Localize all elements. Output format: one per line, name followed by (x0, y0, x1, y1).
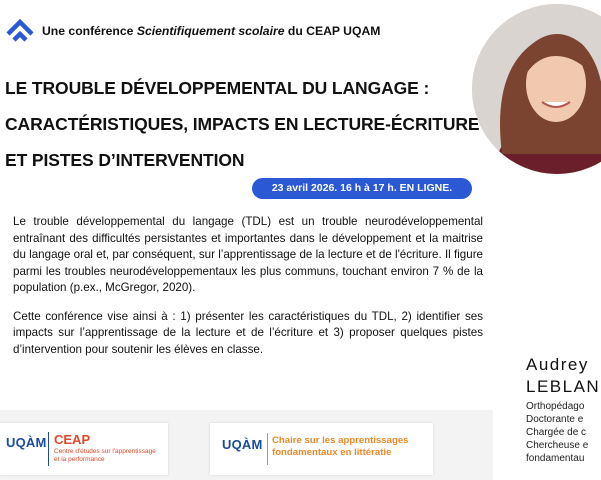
title-line-1: LE TROUBLE DÉVELOPPEMENTAL DU LANGAGE : (5, 78, 430, 98)
speaker-portrait-icon (472, 4, 601, 174)
logo-divider (267, 433, 268, 465)
ceap-chevron-logo-icon (6, 18, 34, 44)
title-line-2: CARACTÉRISTIQUES, IMPACTS EN LECTURE-ÉCRITURE (5, 114, 480, 134)
logo-divider (48, 432, 49, 466)
ceap-subtitle-line-1: Centre d'études sur l'apprentissage (54, 448, 156, 455)
speaker-role-3: Chargée de c (526, 427, 587, 438)
series-name: Scientifiquement scolaire (136, 24, 285, 38)
chaire-name (272, 435, 409, 459)
speaker-roles (526, 400, 588, 465)
date-badge: 23 avril 2026. 16 h à 17 h. EN LIGNE. (252, 178, 472, 199)
speaker-photo (472, 4, 601, 174)
speaker-role-5: fondamentau (526, 453, 585, 464)
ceap-wordmark: CEAP (54, 432, 91, 447)
speaker-first-name: Audrey (526, 355, 589, 374)
header-prefix: Une conférence (42, 24, 137, 38)
series-header (42, 24, 380, 38)
ceap-logo (0, 423, 168, 475)
speaker-role-4: Chercheuse e (526, 440, 589, 451)
ceap-subtitle-line-2: et la performance (54, 456, 105, 463)
chaire-logo (210, 423, 433, 475)
description-paragraph-2: Cette conférence vise ainsi à : 1) présenter les caractéristiques du TDL, 2) identifier ses impacts sur l’apprentissage de la lecture et de l’écriture et 3) proposer quelques pistes d’intervention pour soutenir les élèves en classe. (13, 309, 483, 356)
description (13, 214, 483, 370)
ceap-subtitle (54, 448, 156, 464)
speaker-role-2: Doctorante e (526, 414, 584, 425)
speaker-last-name: LEBLAN (526, 377, 601, 396)
header-suffix: du CEAP UQAM (284, 24, 381, 38)
uqam-wordmark: UQÀM (222, 437, 263, 452)
uqam-wordmark: UQÀM (6, 435, 47, 450)
conference-title (5, 70, 485, 178)
title-line-3: ET PISTES D’INTERVENTION (5, 150, 245, 170)
chaire-name-line-2: fondamentaux en littératie (272, 447, 392, 458)
speaker-role-1: Orthopédago (526, 401, 585, 412)
chaire-name-line-1: Chaire sur les apprentissages (272, 435, 409, 446)
description-paragraph-1: Le trouble développemental du langage (TDL) est un trouble neurodéveloppemental entraînant des difficultés persistantes et importantes dans le développement et la maitrise du langage oral et, par conséquent, sur l’apprentissage de la lecture et de l'écriture. Il figure parmi les troubles neurodéveloppementaux les plus communs, touchant environ 7 % de la population (p.ex., McGregor, 2020). (13, 215, 483, 294)
